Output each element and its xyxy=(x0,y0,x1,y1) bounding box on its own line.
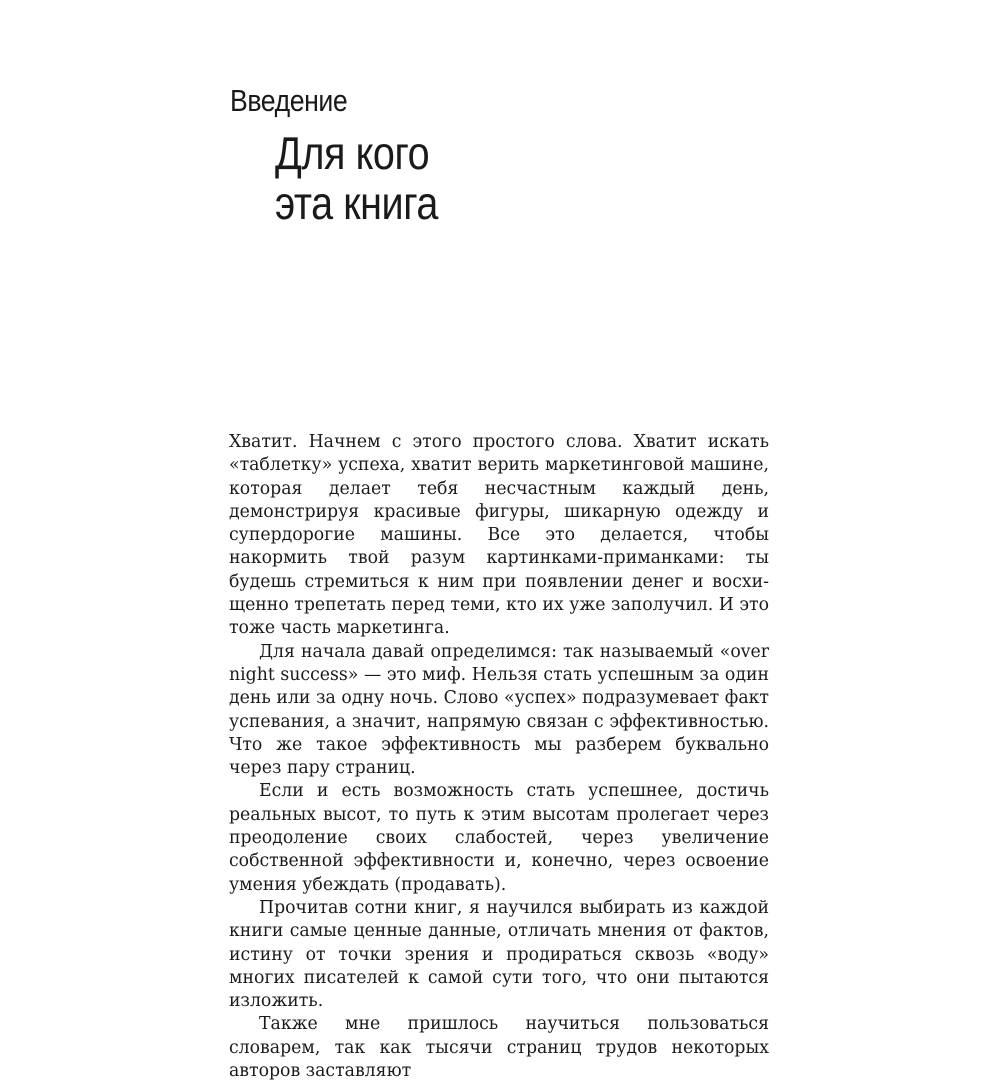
paragraph-5: Также мне пришлось научиться пользоваться словарем, так как тысячи страниц трудов некоторых авторов заставляют xyxy=(229,1014,769,1082)
paragraph-1: Хватит. Начнем с этого простого слова. Хватит искать «таблетку» успеха, хватит верить маркетинговой машине, которая делает тебя несчастным каждый день, демонстрируя красивые фигуры, шикарную одежду и супердорогие машины. Все это делается, чтобы накормить твой разум картинками-приманками: ты будешь стремиться к ним при появлении денег и восхищенно трепетать перед теми, кто их уже заполучил. И это тоже часть маркетинга. xyxy=(229,432,769,639)
section-label: Введение xyxy=(230,83,348,118)
paragraph-3: Если и есть возможность стать успешнее, достичь реальных высот, то путь к этим высотам пролегает через преодоление своих слабостей, через увеличение собственной эффективности и, конечно, через освоение умения убеждать (продавать). xyxy=(229,781,769,895)
chapter-title xyxy=(275,128,438,228)
chapter-title-line-2: эта книга xyxy=(275,177,438,229)
body-text xyxy=(229,431,769,1083)
paragraph-2: Для начала давай определимся: так называемый «over night success» — это миф. Нельзя стать успешным за один день или за одну ночь. Слово «успех» подразумевает факт успевания, а значит, напрямую связан с эффективностью. Что же такое эффективность мы разберем буквально через пару страниц. xyxy=(229,641,769,779)
chapter-title-line-1: Для кого xyxy=(275,127,430,179)
paragraph-4: Прочитав сотни книг, я научился выбирать из каждой книги самые ценные данные, отличать мнения от фактов, истину от точки зрения и продираться сквозь «воду» многих писателей к самой сути того, что они пытаются изложить. xyxy=(229,897,769,1012)
